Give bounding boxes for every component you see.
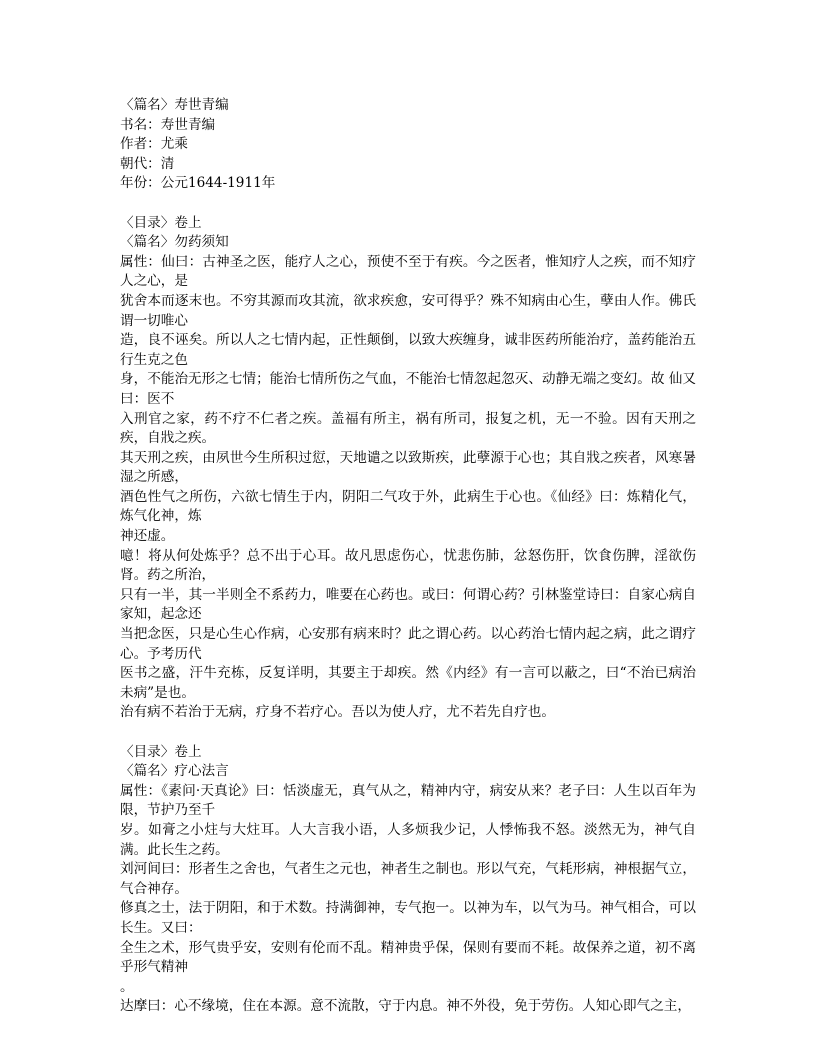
text-line: 医书之盛，汗牛充栋，反复详明，其要主于却疾。然《内经》有一言可以蔽之，曰“不治已病治未病”是也。 [120, 665, 696, 701]
text-line: 属性：仙曰：古神圣之医，能疗人之心，预使不至于有疾。今之医者，惟知疗人之疾，而不知疗人之心，是 [120, 253, 696, 290]
spacer [120, 194, 696, 214]
dynasty-line: 朝代：清 [120, 155, 175, 172]
text-line: 其天刑之疾，由夙世今生所积过愆，天地谴之以致斯疾，此孽源于心也；其自戕之疾者，风寒暑湿之所感， [120, 449, 696, 486]
text-line: 造，良不诬矣。所以人之七情内起，正性颠倒，以致大疾缠身，诚非医药所能治疗，盖药能治五行生克之色 [120, 332, 696, 368]
book-name-line: 书名：寿世青编 [120, 116, 216, 133]
section-liaoxin-fayan [120, 743, 696, 1017]
author-line: 作者：尤乘 [120, 136, 188, 153]
text-line: 治有病不若治于无病，疗身不若疗心。吾以为使人疗，尤不若先自疗也。 [120, 704, 555, 721]
text-line: 酒色性气之所伤，六欲七情生于内，阴阳二气攻于外，此病生于心也。《仙经》曰：炼精化气，炼气化神，炼 [120, 488, 696, 525]
title-line: 〈篇名〉寿世青编 [120, 97, 229, 113]
text-line: 修真之士，法于阴阳，和于术数。持满御神，专气抱一。以神为车，以气为马。神气相合，可以长生。又曰： [120, 900, 696, 936]
text-line: 当把念医，只是心生心作病，心安那有病来时？此之谓心药。以心药治七情内起之病，此之谓疗心。予考历代 [120, 626, 696, 662]
chapter-title-line: 〈篇名〉疗心法言 [120, 763, 229, 780]
section-wuyao-xuzhi [120, 214, 696, 723]
catalog-line: 〈目录〉卷上 [120, 743, 202, 760]
book-info-block [120, 96, 696, 194]
text-line: 岁。如膏之小炷与大炷耳。人大言我小语，人多烦我少记，人悸怖我不怒。淡然无为，神气自满。此长生之药。 [120, 821, 696, 858]
text-line: 属性：《素问·天真论》曰：恬淡虚无，真气从之，精神内守，病安从来？老子曰：人生以百年为限，节护乃至千 [120, 782, 696, 819]
text-line: 神还虚。 [120, 528, 175, 545]
text-line: 全生之术，形气贵乎安，安则有伦而不乱。精神贵乎保，保则有要而不耗。故保养之道，初不离乎形气精神 [120, 939, 696, 976]
spacer [120, 723, 696, 743]
text-line: 达摩曰：心不缘境，住在本源。意不流散，守于内息。神不外役，免于劳伤。人知心即气之主， [120, 998, 691, 1015]
text-line: 身，不能治无形之七情；能治七情所伤之气血，不能治七情忽起忽灭、动静无端之变幻。故 仙又曰：医不 [120, 371, 696, 407]
text-line: 刘河间曰：形者生之舍也，气者生之元也，神者生之制也。形以气充，气耗形病，神根据气立，气合神存。 [120, 861, 696, 897]
catalog-line: 〈目录〉卷上 [120, 214, 202, 231]
text-line: 犹舍本而逐末也。不穷其源而攻其流，欲求疾愈，安可得乎？殊不知病由心生，孽由人作。佛氏谓一切唯心 [120, 292, 696, 329]
document-text [120, 96, 696, 1017]
year-line: 年份：公元1644-1911年 [120, 175, 276, 192]
text-line: 只有一半，其一半则全不系药力，唯要在心药也。或曰：何谓心药？引林鉴堂诗曰：自家心病自家知，起念还 [120, 586, 696, 623]
text-line: 入刑官之家，药不疗不仁者之疾。盖福有所主，祸有所司，报复之机，无一不验。因有天刑之疾，自戕之疾。 [120, 410, 696, 447]
chapter-title-line: 〈篇名〉勿药须知 [120, 234, 229, 251]
text-line: 。 [120, 978, 134, 995]
text-line: 噫！将从何处炼乎？总不出于心耳。故凡思虑伤心，忧悲伤肺，忿怒伤肝，饮食伤脾，淫欲伤肾。药之所治， [120, 547, 696, 584]
